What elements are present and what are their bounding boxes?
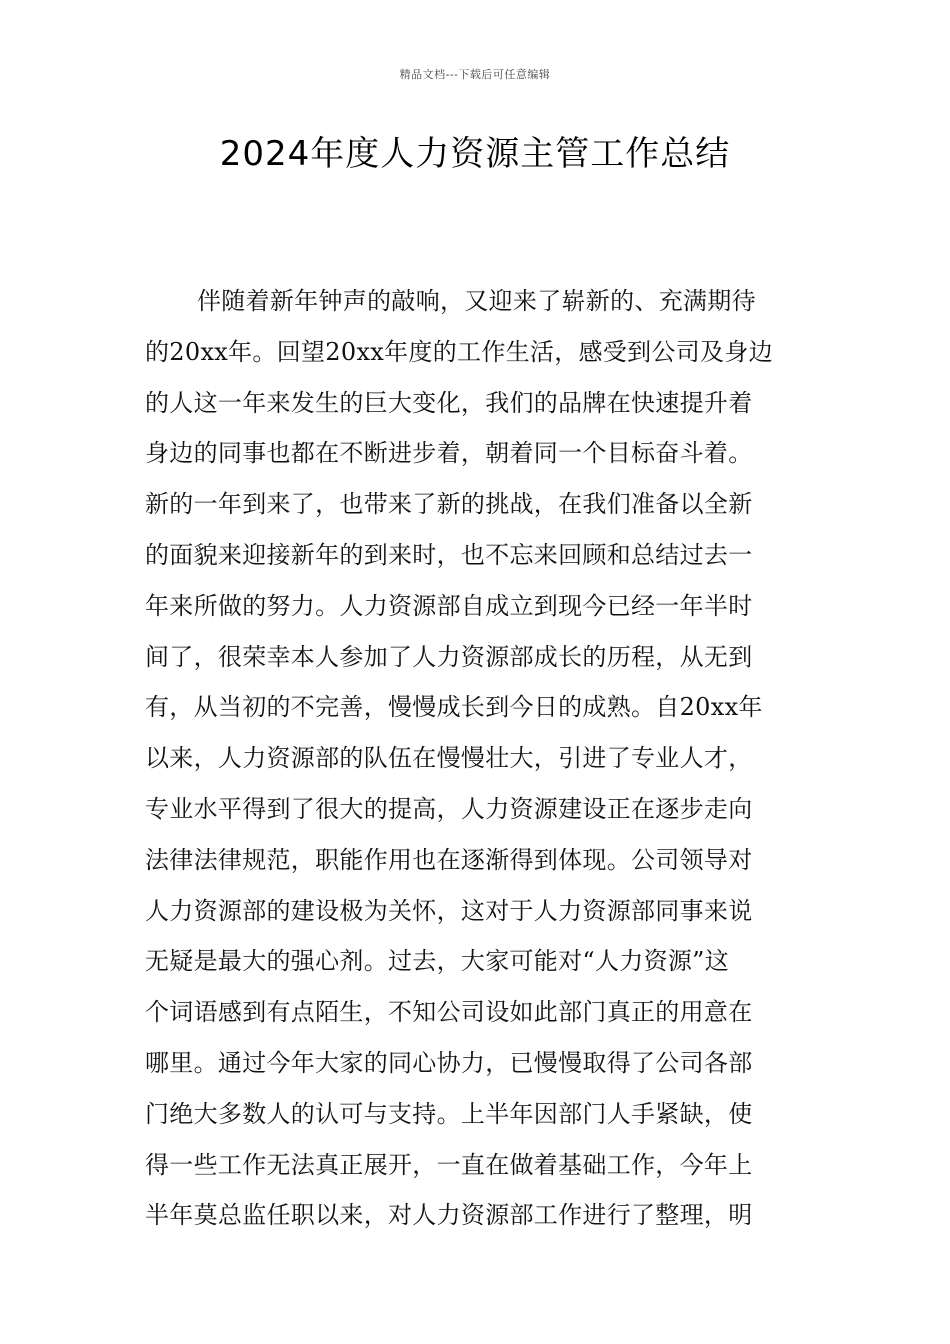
body-line: 门绝大多数人的认可与支持。上半年因部门人手紧缺，使 bbox=[145, 1099, 753, 1128]
body-line: 新的一年到来了，也带来了新的挑战，在我们准备以全新 bbox=[145, 490, 753, 519]
body-line: 有，从当初的不完善，慢慢成长到今日的成熟。自20xx年 bbox=[145, 693, 763, 722]
body-line: 个词语感到有点陌生，不知公司设如此部门真正的用意在 bbox=[145, 998, 753, 1027]
body-line: 半年莫总监任职以来，对人力资源部工作进行了整理，明 bbox=[145, 1201, 753, 1230]
body-line: 专业水平得到了很大的提高，人力资源建设正在逐步走向 bbox=[145, 794, 753, 823]
body-line: 法律法律规范，职能作用也在逐渐得到体现。公司领导对 bbox=[145, 845, 753, 874]
body-line: 伴随着新年钟声的敲响，又迎来了崭新的、充满期待 bbox=[197, 287, 756, 315]
body-line: 身边的同事也都在不断进步着，朝着同一个目标奋斗着。 bbox=[145, 439, 753, 468]
page-header: 精品文档---下载后可任意编辑 bbox=[399, 68, 551, 81]
body-line: 的20xx年。回望20xx年度的工作生活，感受到公司及身边 bbox=[145, 337, 773, 366]
body-line: 无疑是最大的强心剂。过去，大家可能对“人力资源”这 bbox=[145, 947, 730, 976]
body-line: 间了，很荣幸本人参加了人力资源部成长的历程，从无到 bbox=[145, 642, 753, 671]
body-line: 哪里。通过今年大家的同心协力，已慢慢取得了公司各部 bbox=[145, 1048, 753, 1077]
document-title: 2024年度人力资源主管工作总结 bbox=[219, 134, 731, 174]
body-line: 人力资源部的建设极为关怀，这对于人力资源部同事来说 bbox=[145, 896, 753, 925]
body-line: 年来所做的努力。人力资源部自成立到现今已经一年半时 bbox=[145, 591, 753, 620]
body-text bbox=[145, 283, 825, 1248]
body-line: 得一些工作无法真正展开，一直在做着基础工作，今年上 bbox=[145, 1150, 753, 1179]
body-line: 以来，人力资源部的队伍在慢慢壮大，引进了专业人才， bbox=[145, 744, 753, 773]
body-line: 的面貌来迎接新年的到来时，也不忘来回顾和总结过去一 bbox=[145, 540, 753, 569]
body-line: 的人这一年来发生的巨大变化，我们的品牌在快速提升着 bbox=[145, 388, 753, 417]
